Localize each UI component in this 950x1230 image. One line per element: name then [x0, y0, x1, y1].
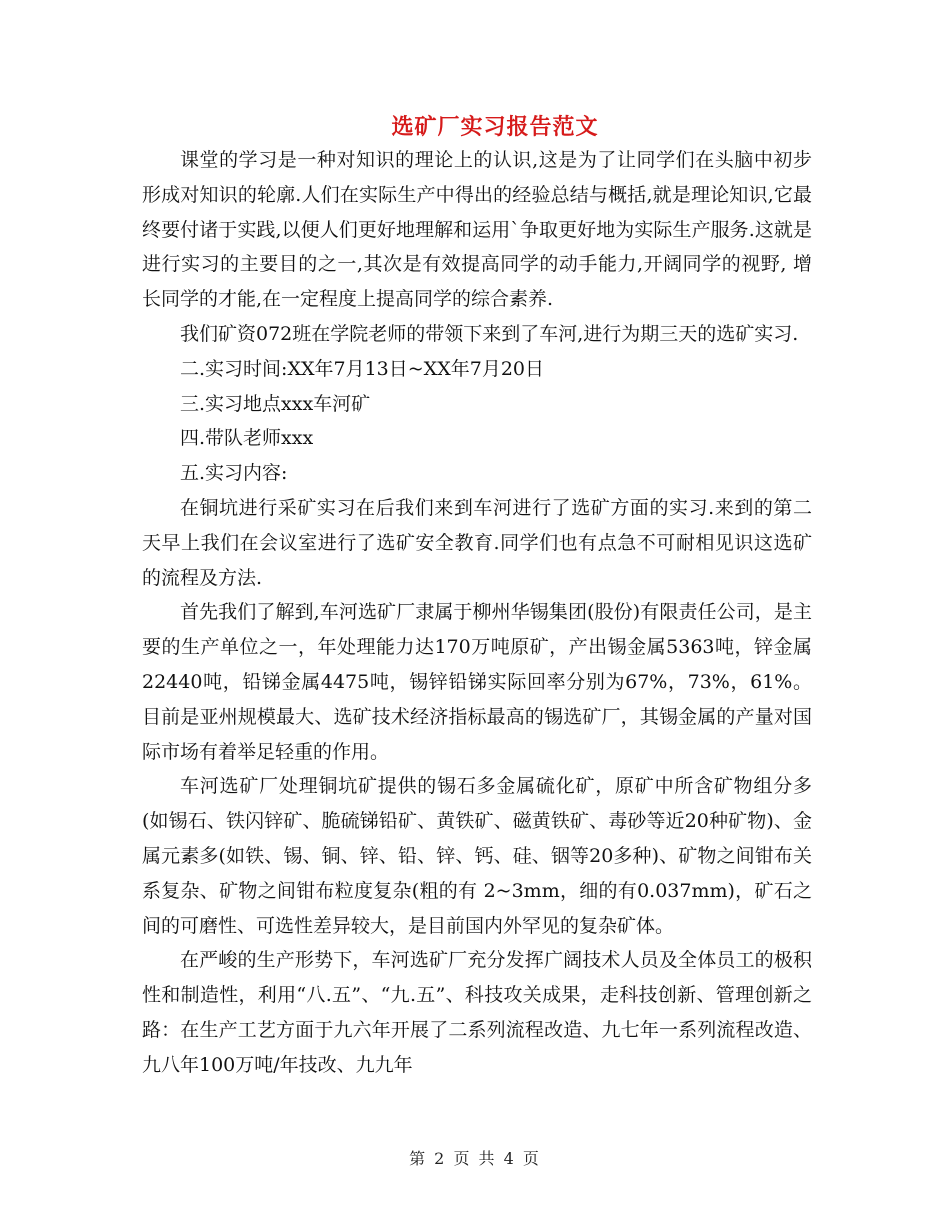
paragraph-intro: 课堂的学习是一种对知识的理论上的认识,这是为了让同学们在头脑中初步形成对知识的轮廓.人们在实际生产中得出的经验总结与概括,就是理论知识,它最终要付诸于实践,以便人们更好地理解和运用`争取更好地为实际生产服务.这就是进行实习的主要目的之一,其次是有效提高同学的动手能力,开阔同学的视野, 增长同学的才能,在一定程度上提高同学的综合素养. — [142, 149, 812, 311]
paragraph-safety-education: 在铜坑进行采矿实习在后我们来到车河进行了选矿方面的实习.来到的第二天早上我们在会议室进行了选矿安全教育.同学们也有点急不可耐相见识这选矿的流程及方法. — [142, 496, 812, 589]
paragraph-internship-content-heading: 五.实习内容: — [180, 462, 288, 485]
paragraph-ore-composition: 车河选矿厂处理铜坑矿提供的锡石多金属硫化矿，原矿中所含矿物组分多(如锡石、铁闪锌矿、脆硫锑铅矿、黄铁矿、磁黄铁矿、毒砂等近20种矿物)、金属元素多(如铁、锡、铜、锌、铅、锌、钙、硅、铟等20多种)、矿物之间钳布关系复杂、矿物之间钳布粒度复杂(粗的有 2~3mm，细的有0.037mm)，矿石之间的可磨性、可选性差异较大，是目前国内外罕见的复杂矿体。 — [142, 775, 812, 937]
paragraph-class-trip: 我们矿资072班在学院老师的带领下来到了车河,进行为期三天的选矿实习. — [180, 322, 799, 345]
page-number-footer: 第 2 页 共 4 页 — [409, 1149, 541, 1168]
document-title: 选矿厂实习报告范文 — [391, 114, 599, 140]
paragraph-internship-time: 二.实习时间:XX年7月13日~XX年7月20日 — [180, 357, 544, 380]
paragraph-internship-location: 三.实习地点xxx车河矿 — [180, 392, 371, 415]
paragraph-technology-innovation: 在严峻的生产形势下，车河选矿厂充分发挥广阔技术人员及全体员工的极积性和制造性，利用“八.五”、“九.五”、科技攻关成果，走科技创新、管理创新之路：在生产工艺方面于九六年开展了二系列流程改造、九七年一系列流程改造、九八年100万吨/年技改、九九年 — [142, 949, 812, 1076]
paragraph-lead-teacher: 四.带队老师xxx — [180, 427, 314, 450]
document-body — [142, 143, 812, 1083]
paragraph-plant-overview: 首先我们了解到,车河选矿厂隶属于柳州华锡集团(股份)有限责任公司，是主要的生产单位之一，年处理能力达170万吨原矿，产出锡金属5363吨，锌金属 22440吨，铅锑金属4475吨，锡锌铅锑实际回率分别为67%，73%，61%。目前是亚州规模最大、选矿技术经济指标最高的锡选矿厂，其锡金属的产量对国际市场有着举足轻重的作用。 — [142, 601, 812, 763]
